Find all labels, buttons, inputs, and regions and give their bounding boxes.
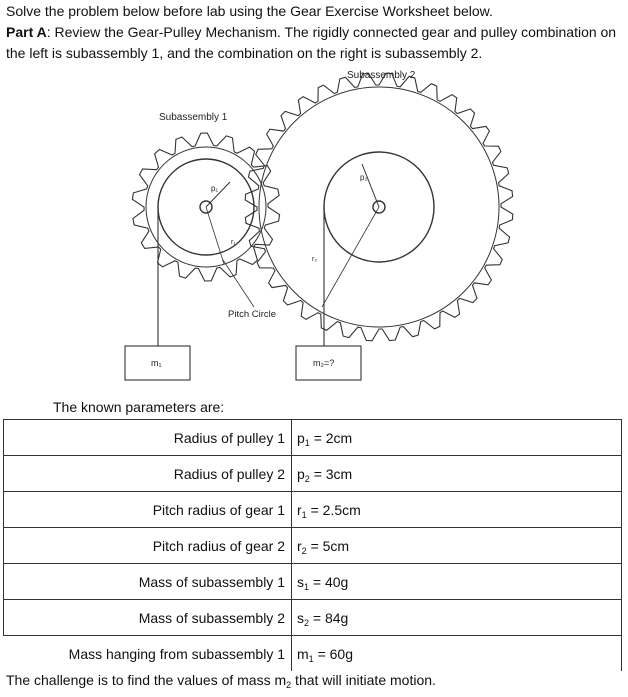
parameter-label: Pitch radius of gear 1 [4, 492, 292, 528]
label-pitch-circle: Pitch Circle [228, 309, 277, 320]
parameter-amount: = 60g [313, 645, 354, 662]
parameter-symbol: s [297, 573, 304, 590]
label-m2: m₂=? [313, 358, 335, 368]
parameter-amount: = 5cm [306, 537, 350, 554]
parameter-subscript: 1 [308, 653, 314, 664]
instruction-part-a [6, 22, 624, 64]
parameter-label: Mass of subassembly 1 [4, 564, 292, 600]
radius-line-r2 [322, 207, 379, 307]
parameter-amount: = 2.5cm [306, 501, 361, 518]
parameter-label: Radius of pulley 2 [4, 456, 292, 492]
parameter-subscript: 2 [304, 617, 310, 628]
challenge-text-after: that will initiate motion. [291, 672, 436, 688]
parameter-row [4, 492, 622, 528]
parameter-label: Mass of subassembly 2 [4, 600, 292, 636]
parameter-value [292, 564, 622, 600]
parameter-symbol: p [297, 429, 305, 446]
challenge-statement [6, 672, 436, 688]
instruction-line-1: Solve the problem below before lab using the Gear Exercise Worksheet below. [6, 3, 493, 19]
label-p1: p₁ [211, 184, 219, 193]
pitch-circle-leader [223, 260, 254, 307]
parameter-value [292, 600, 622, 636]
parameter-value [292, 636, 622, 672]
parameter-subscript: 1 [304, 437, 310, 448]
parameter-amount: = 40g [309, 573, 349, 590]
parameter-subscript: 2 [301, 545, 307, 556]
parameter-subscript: 1 [304, 581, 310, 592]
parameter-subscript: 2 [304, 473, 310, 484]
parameter-row [4, 564, 622, 600]
parameter-value [292, 420, 622, 456]
parameter-value [292, 456, 622, 492]
parameter-row [4, 456, 622, 492]
parameters-table [3, 419, 622, 671]
parameter-row [4, 600, 622, 636]
label-r2: r₂ [312, 256, 318, 263]
challenge-subscript: 2 [286, 680, 292, 690]
label-r1: r₁ [231, 239, 236, 246]
known-parameters-heading: The known parameters are: [53, 399, 225, 415]
challenge-text-before: The challenge is to find the values of mass m [6, 672, 287, 688]
parameter-symbol: r [297, 537, 302, 554]
parameter-amount: = 84g [309, 609, 349, 626]
label-m1: m₁ [151, 358, 162, 368]
parameter-value [292, 528, 622, 564]
label-subassembly-2: Subassembly 2 [347, 70, 416, 81]
parameter-row [4, 636, 622, 672]
parameter-symbol: m [297, 645, 309, 662]
part-a-text: : Review the Gear-Pulley Mechanism. The rigidly connected gear and pulley combination on the left is subassembly 1, and the combination on the right is subassembly 2. [6, 24, 617, 61]
part-a-label: Part A [6, 24, 47, 40]
radius-arrow-p2 [362, 164, 379, 207]
parameter-symbol: s [297, 609, 304, 626]
parameter-value [292, 492, 622, 528]
parameter-amount: = 3cm [309, 465, 353, 482]
label-subassembly-1: Subassembly 1 [159, 112, 228, 123]
parameter-subscript: 1 [301, 509, 307, 520]
parameter-label: Mass hanging from subassembly 1 [4, 636, 292, 672]
instructions [6, 1, 624, 64]
label-p2: p₂ [360, 173, 368, 182]
parameter-symbol: p [297, 465, 305, 482]
parameter-amount: = 2cm [309, 429, 353, 446]
gear-pulley-diagram [0, 64, 628, 394]
parameter-row [4, 420, 622, 456]
parameter-label: Pitch radius of gear 2 [4, 528, 292, 564]
parameter-symbol: r [297, 501, 302, 518]
parameter-row [4, 528, 622, 564]
parameter-label: Radius of pulley 1 [4, 420, 292, 456]
